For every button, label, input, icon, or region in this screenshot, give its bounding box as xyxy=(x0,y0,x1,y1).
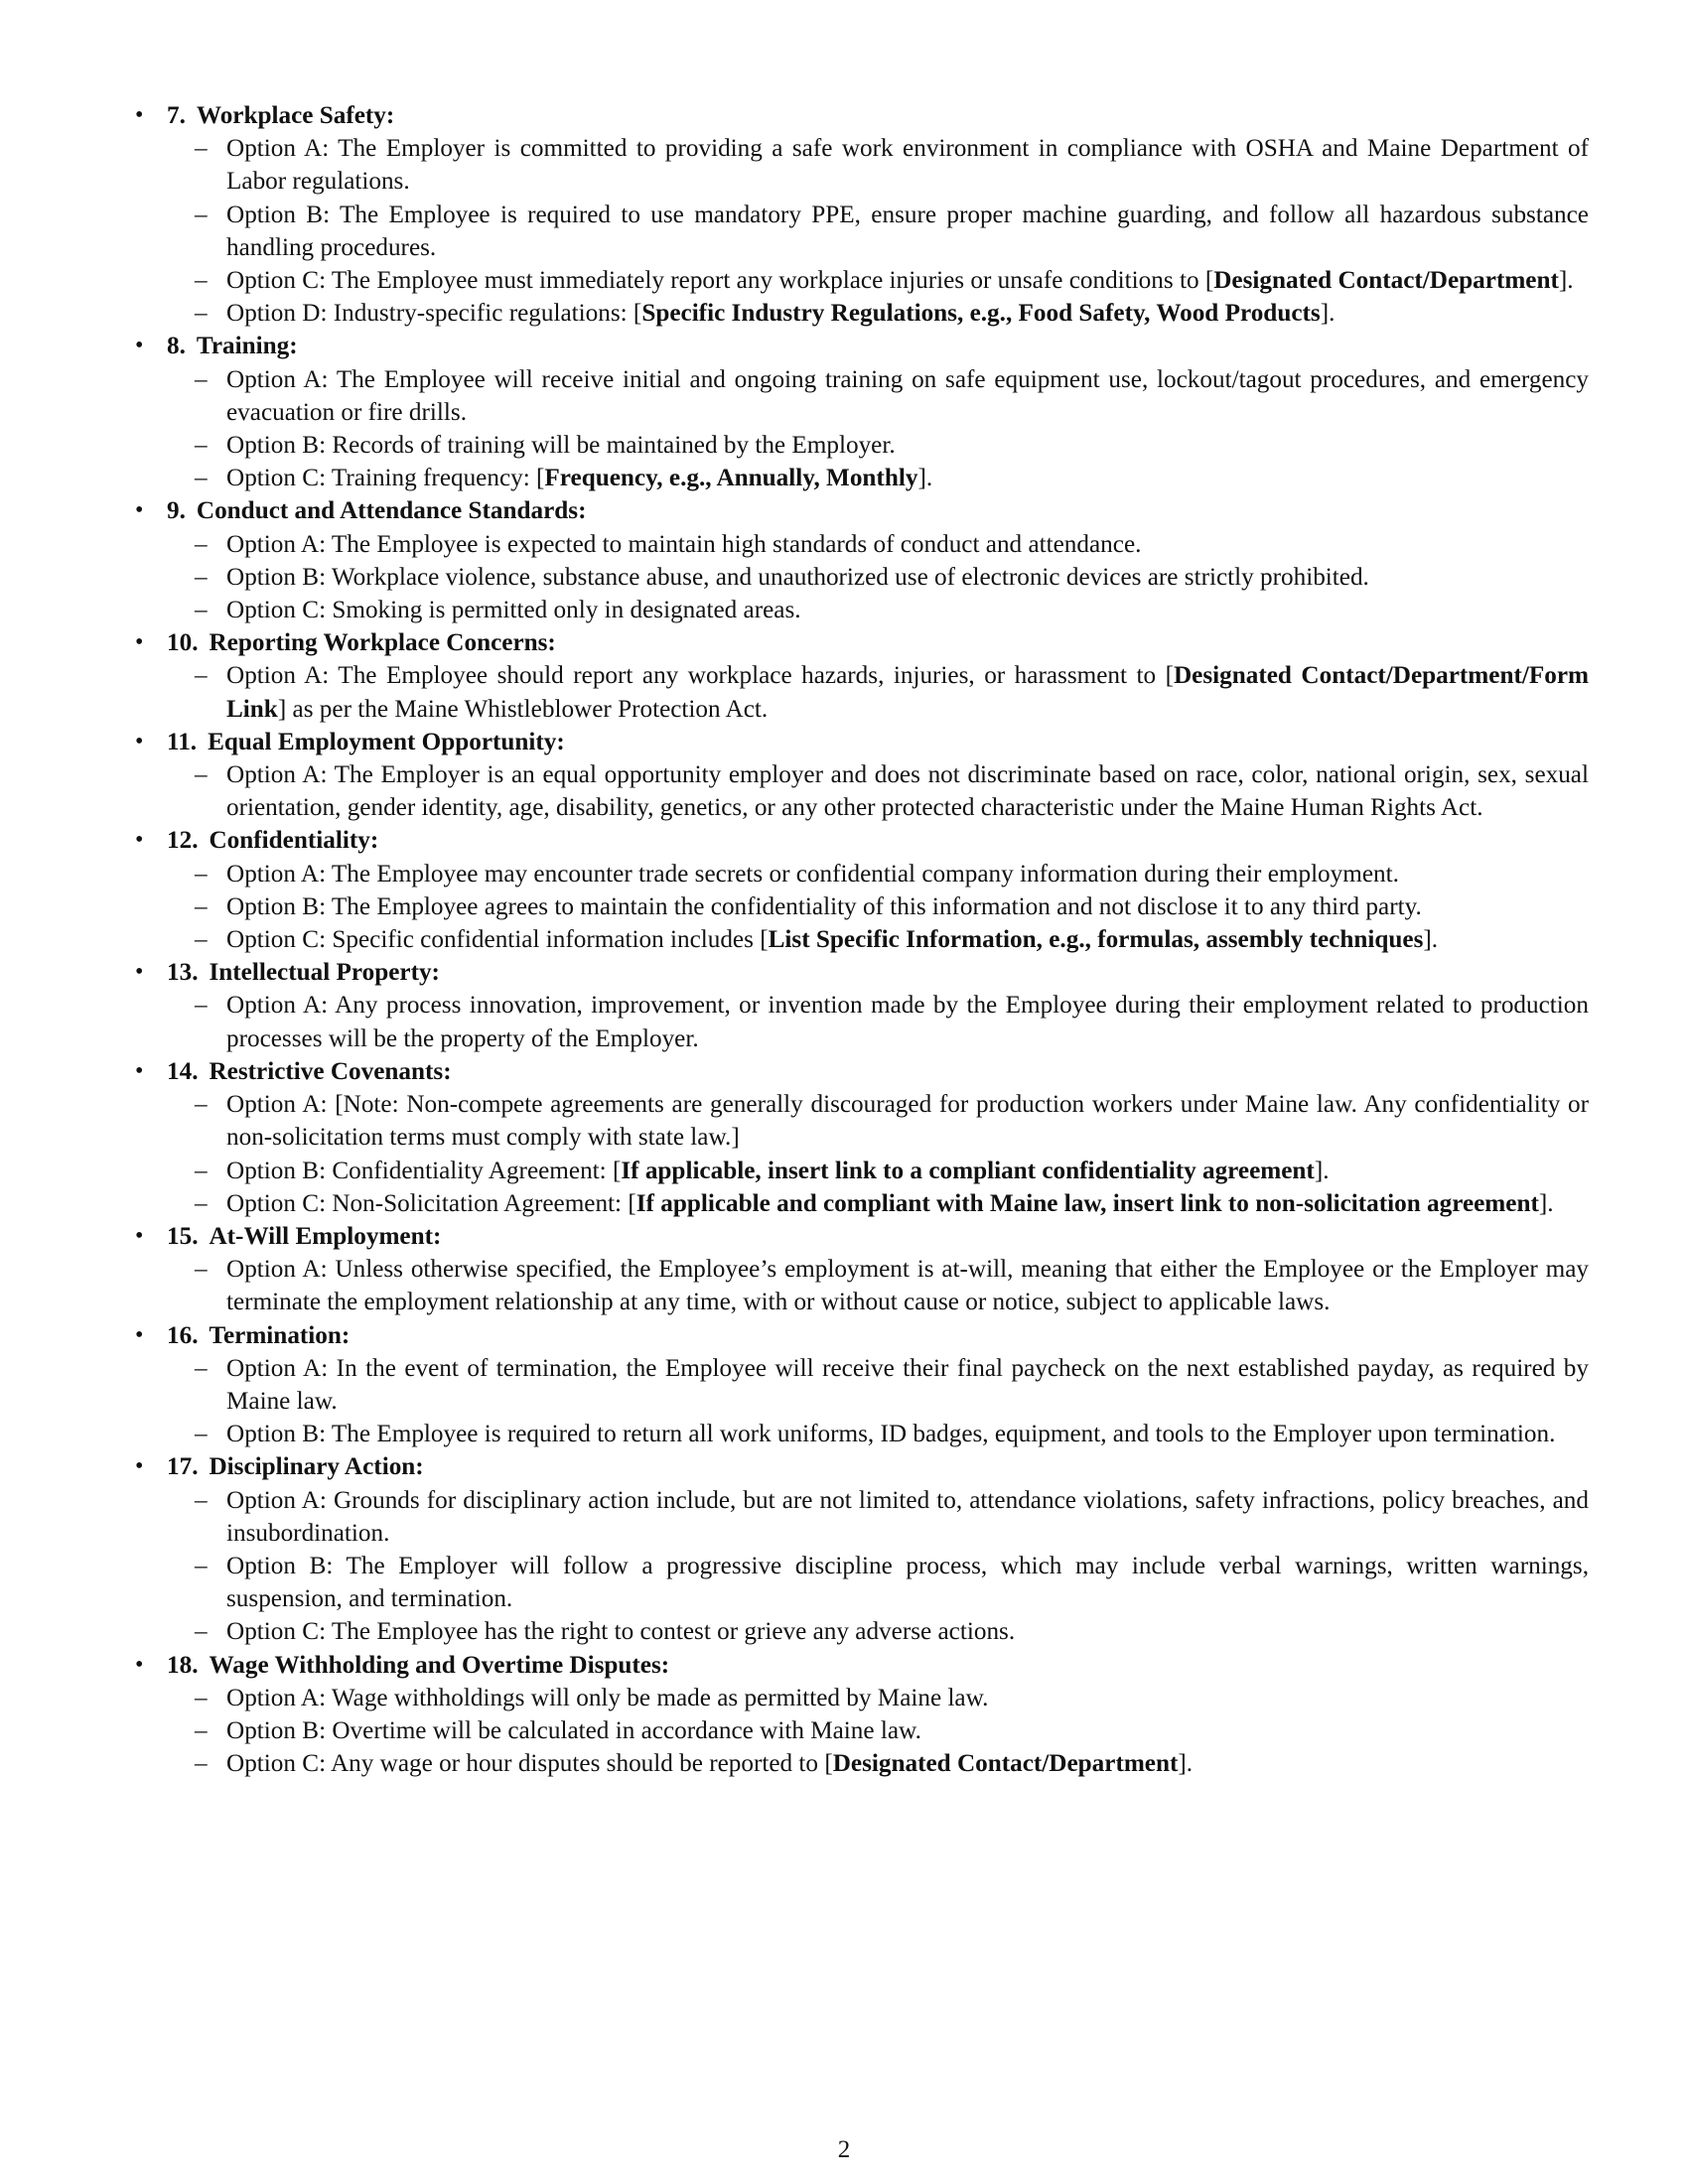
dash-icon: – xyxy=(195,135,208,163)
option-text: Option A: Unless otherwise specified, the Employee’s employment is at-will, meaning that either the Employee or the Employer may terminate the employment relationship at any time, with or without cause or notice, subject to applicable laws. xyxy=(226,1256,1589,1316)
option-item xyxy=(167,858,1589,890)
section-number: 16. xyxy=(167,1321,199,1349)
document-body xyxy=(133,99,1589,1780)
section-17 xyxy=(133,1450,1589,1648)
dash-icon: – xyxy=(195,1421,208,1448)
dash-icon: – xyxy=(195,267,208,295)
option-item xyxy=(167,1418,1589,1450)
placeholder-text: Specific Industry Regulations, e.g., Food Safety, Wood Products xyxy=(641,300,1321,328)
section-heading xyxy=(167,824,1589,857)
section-11 xyxy=(133,726,1589,825)
option-text: ]. xyxy=(1538,1189,1554,1217)
section-15 xyxy=(133,1220,1589,1319)
section-heading xyxy=(167,626,1589,659)
dash-icon: – xyxy=(195,1716,208,1744)
bullet-icon: • xyxy=(135,629,144,656)
option-item xyxy=(167,1682,1589,1714)
section-title: Restrictive Covenants: xyxy=(209,1057,452,1085)
section-heading xyxy=(167,1220,1589,1253)
dash-icon: – xyxy=(195,1486,208,1514)
dash-icon: – xyxy=(195,1618,208,1646)
dash-icon: – xyxy=(195,1684,208,1711)
section-heading xyxy=(167,99,1589,132)
option-item xyxy=(167,363,1589,429)
section-7 xyxy=(133,99,1589,330)
section-number: 7. xyxy=(167,102,186,129)
placeholder-text: Designated Contact/Department/Form Link xyxy=(226,662,1589,723)
section-8 xyxy=(133,330,1589,494)
dash-icon: – xyxy=(195,1552,208,1579)
option-item xyxy=(167,890,1589,923)
option-item xyxy=(167,1484,1589,1550)
option-text: Option B: Records of training will be maintained by the Employer. xyxy=(226,432,896,460)
dash-icon: – xyxy=(195,1256,208,1284)
option-item xyxy=(167,1187,1589,1220)
option-text: Option A: The Employer is an equal opportunity employer and does not discriminate based on race, color, national origin, sex, sexual orientation, gender identity, age, disability, genetics, or any other protected characteristic under the Maine Human Rights Act. xyxy=(226,761,1589,822)
placeholder-text: Frequency, e.g., Annually, Monthly xyxy=(544,465,918,492)
section-title: At-Will Employment: xyxy=(209,1222,442,1250)
placeholder-text: If applicable and compliant with Maine law, insert link to non-solicitation agreement xyxy=(635,1189,1539,1217)
section-number: 10. xyxy=(167,629,199,657)
dash-icon: – xyxy=(195,1750,208,1778)
bullet-icon: • xyxy=(135,333,144,359)
option-text: Option C: Any wage or hour disputes should be reported to [ xyxy=(226,1750,833,1778)
option-text: Option B: The Employer will follow a progressive discipline process, which may include verbal warnings, written warnings, suspension, and termination. xyxy=(226,1552,1589,1613)
option-item xyxy=(167,659,1589,725)
option-item xyxy=(167,1747,1589,1780)
section-number: 13. xyxy=(167,959,199,987)
option-text: Option A: The Employee should report any workplace hazards, injuries, or harassment to [ xyxy=(226,662,1174,690)
section-title: Termination: xyxy=(209,1321,351,1349)
section-heading xyxy=(167,1055,1589,1088)
option-text: Option B: The Employee is required to use mandatory PPE, ensure proper machine guarding, and follow all hazardous substance handling procedures. xyxy=(226,201,1589,261)
section-heading xyxy=(167,330,1589,362)
section-number: 9. xyxy=(167,497,186,525)
option-text: Option C: Training frequency: [ xyxy=(226,465,545,492)
option-text: Option A: Wage withholdings will only be made as permitted by Maine law. xyxy=(226,1684,989,1711)
option-text: Option A: In the event of termination, the Employee will receive their final paycheck on the next established payday, as required by Maine law. xyxy=(226,1354,1589,1415)
option-text: Option A: The Employee may encounter trade secrets or confidential company information during their employment. xyxy=(226,860,1399,887)
option-text: Option B: The Employee is required to return all work uniforms, ID badges, equipment, and tools to the Employer upon termination. xyxy=(226,1421,1556,1448)
bullet-icon: • xyxy=(135,959,144,986)
dash-icon: – xyxy=(195,860,208,887)
dash-icon: – xyxy=(195,1157,208,1184)
section-title: Conduct and Attendance Standards: xyxy=(196,497,587,525)
bullet-icon: • xyxy=(135,827,144,854)
section-14 xyxy=(133,1055,1589,1220)
option-text: Option A: Any process innovation, improvement, or invention made by the Employee during their employment related to production processes will be the property of the Employer. xyxy=(226,992,1589,1052)
bullet-icon: • xyxy=(135,1057,144,1084)
section-heading xyxy=(167,494,1589,527)
section-title: Reporting Workplace Concerns: xyxy=(209,629,556,657)
option-text: Option A: The Employer is committed to providing a safe work environment in compliance with OSHA and Maine Department of Labor regulations. xyxy=(226,135,1589,196)
section-number: 11. xyxy=(167,728,198,755)
section-heading xyxy=(167,956,1589,989)
section-title: Workplace Safety: xyxy=(196,102,395,129)
placeholder-text: List Specific Information, e.g., formulas, assembly techniques xyxy=(768,926,1424,954)
option-item xyxy=(167,199,1589,264)
section-number: 18. xyxy=(167,1651,199,1679)
option-text: ]. xyxy=(1423,926,1439,954)
option-item xyxy=(167,429,1589,462)
dash-icon: – xyxy=(195,563,208,591)
option-item xyxy=(167,758,1589,824)
dash-icon: – xyxy=(195,926,208,954)
placeholder-text: Designated Contact/Department xyxy=(832,1750,1179,1778)
option-item xyxy=(167,297,1589,330)
dash-icon: – xyxy=(195,1189,208,1217)
dash-icon: – xyxy=(195,597,208,624)
section-title: Wage Withholding and Overtime Disputes: xyxy=(209,1651,670,1679)
option-text: Option C: The Employee has the right to contest or grieve any adverse actions. xyxy=(226,1618,1016,1646)
option-item xyxy=(167,1088,1589,1154)
option-item xyxy=(167,989,1589,1054)
bullet-icon: • xyxy=(135,1453,144,1480)
section-10 xyxy=(133,626,1589,726)
dash-icon: – xyxy=(195,892,208,920)
option-item xyxy=(167,528,1589,561)
option-text: ]. xyxy=(1320,300,1336,328)
option-item xyxy=(167,1352,1589,1418)
section-number: 14. xyxy=(167,1057,199,1085)
option-text: Option B: Confidentiality Agreement: [ xyxy=(226,1157,622,1184)
section-heading xyxy=(167,1450,1589,1483)
option-text: ]. xyxy=(1558,267,1574,295)
bullet-icon: • xyxy=(135,102,144,128)
section-title: Equal Employment Opportunity: xyxy=(208,728,565,755)
section-number: 8. xyxy=(167,333,186,360)
option-item xyxy=(167,594,1589,626)
bullet-icon: • xyxy=(135,1321,144,1348)
bullet-icon: • xyxy=(135,497,144,524)
dash-icon: – xyxy=(195,1091,208,1119)
section-title: Disciplinary Action: xyxy=(209,1453,424,1481)
option-item xyxy=(167,1253,1589,1318)
section-12 xyxy=(133,824,1589,956)
option-text: Option C: Non-Solicitation Agreement: [ xyxy=(226,1189,636,1217)
option-item xyxy=(167,923,1589,956)
bullet-icon: • xyxy=(135,1222,144,1249)
option-text: Option C: Specific confidential information includes [ xyxy=(226,926,769,954)
option-text: ]. xyxy=(917,465,933,492)
option-item xyxy=(167,462,1589,494)
option-text: Option A: The Employee is expected to maintain high standards of conduct and attendance. xyxy=(226,530,1142,558)
section-heading xyxy=(167,1319,1589,1352)
option-text: Option B: Overtime will be calculated in accordance with Maine law. xyxy=(226,1716,921,1744)
option-text: Option B: The Employee agrees to maintain the confidentiality of this information and not disclose it to any third party. xyxy=(226,892,1422,920)
option-text: ] as per the Maine Whistleblower Protection Act. xyxy=(277,695,769,723)
option-item xyxy=(167,1155,1589,1187)
section-title: Confidentiality: xyxy=(209,827,379,855)
option-item xyxy=(167,561,1589,594)
option-text: Option C: Smoking is permitted only in designated areas. xyxy=(226,597,801,624)
dash-icon: – xyxy=(195,300,208,328)
placeholder-text: If applicable, insert link to a compliant confidentiality agreement xyxy=(621,1157,1315,1184)
dash-icon: – xyxy=(195,662,208,690)
bullet-icon: • xyxy=(135,728,144,754)
option-item xyxy=(167,1550,1589,1615)
page-number: 2 xyxy=(837,2136,851,2163)
dash-icon: – xyxy=(195,201,208,228)
section-number: 15. xyxy=(167,1222,199,1250)
dash-icon: – xyxy=(195,530,208,558)
dash-icon: – xyxy=(195,432,208,460)
dash-icon: – xyxy=(195,761,208,789)
section-9 xyxy=(133,494,1589,626)
option-text: Option A: Grounds for disciplinary action include, but are not limited to, attendance violations, safety infractions, policy breaches, and insubordination. xyxy=(226,1486,1589,1547)
option-item xyxy=(167,264,1589,297)
dash-icon: – xyxy=(195,365,208,393)
option-text: Option D: Industry-specific regulations: [ xyxy=(226,300,642,328)
dash-icon: – xyxy=(195,992,208,1020)
bullet-icon: • xyxy=(135,1651,144,1678)
option-item xyxy=(167,132,1589,198)
option-text: Option A: [Note: Non-compete agreements are generally discouraged for production workers under Maine law. Any confidentiality or non-solicitation terms must comply with state law.] xyxy=(226,1091,1589,1152)
option-text: ]. xyxy=(1314,1157,1330,1184)
section-heading xyxy=(167,726,1589,758)
section-number: 17. xyxy=(167,1453,199,1481)
section-heading xyxy=(167,1649,1589,1682)
section-number: 12. xyxy=(167,827,199,855)
dash-icon: – xyxy=(195,1354,208,1382)
section-title: Training: xyxy=(196,333,298,360)
option-text: Option A: The Employee will receive initial and ongoing training on safe equipment use, lockout/tagout procedures, and emergency evacuation or fire drills. xyxy=(226,365,1589,426)
section-16 xyxy=(133,1319,1589,1451)
placeholder-text: Designated Contact/Department xyxy=(1213,267,1559,295)
option-text: ]. xyxy=(1178,1750,1194,1778)
section-title: Intellectual Property: xyxy=(209,959,440,987)
option-text: Option C: The Employee must immediately report any workplace injuries or unsafe conditions to [ xyxy=(226,267,1214,295)
section-18 xyxy=(133,1649,1589,1781)
section-13 xyxy=(133,956,1589,1055)
option-item xyxy=(167,1615,1589,1648)
option-text: Option B: Workplace violence, substance abuse, and unauthorized use of electronic devices are strictly prohibited. xyxy=(226,563,1369,591)
dash-icon: – xyxy=(195,465,208,492)
option-item xyxy=(167,1714,1589,1747)
